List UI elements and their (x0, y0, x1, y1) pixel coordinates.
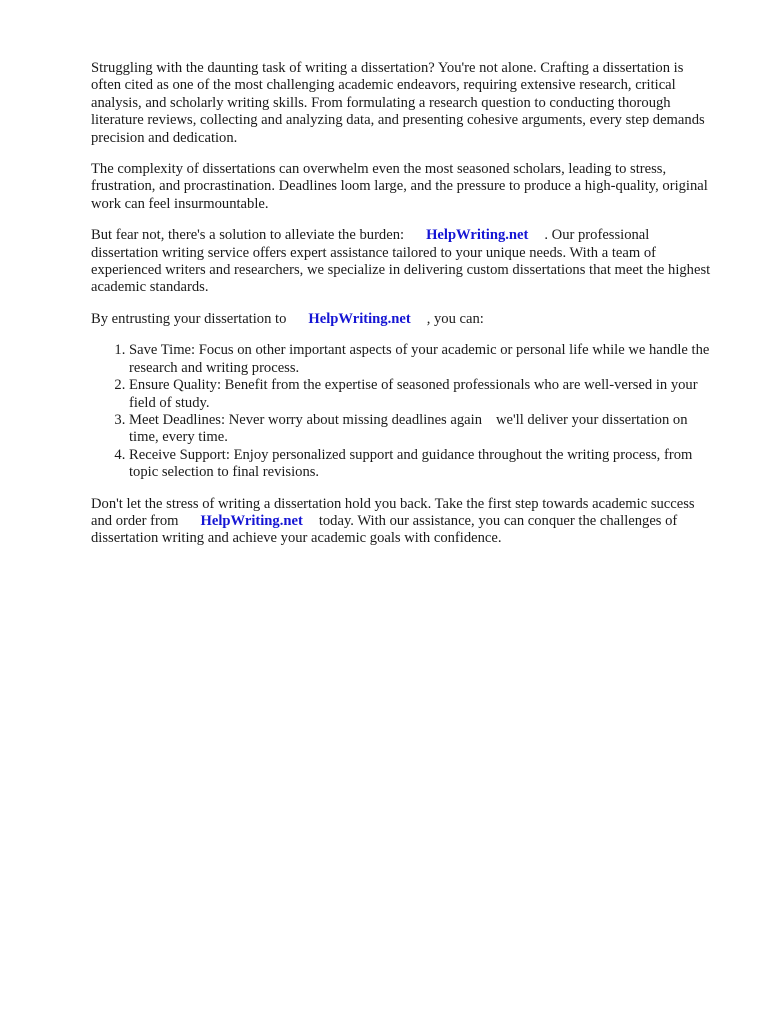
closing-text-before: Don't let the stress of writing a dissertation hold you back. Take the first step towards academic success and order from (91, 495, 695, 529)
helpwriting-link[interactable]: HelpWriting.net (200, 512, 303, 529)
solution-paragraph (91, 227, 711, 297)
complexity-paragraph: The complexity of dissertations can overwhelm even the most seasoned scholars, leading to stress, frustration, and procrastination. Deadlines loom large, and the pressure to produce a high-quality, original work can feel insurmountable. (91, 161, 708, 212)
list-item-receive-support: 4. Receive Support: Enjoy personalized support and guidance throughout the writing process, from topic selection to final revisions. (129, 447, 712, 482)
closing-text-after: today. With our assistance, you can conquer the challenges of dissertation writing and achieve your academic goals with confidence. (91, 512, 678, 547)
meet-deadlines-after: we'll deliver your dissertation on time, every time. (129, 411, 688, 446)
entrusting-text-after: , you can: (426, 310, 484, 327)
intro-paragraph: Struggling with the daunting task of writing a dissertation? You're not alone. Crafting a dissertation is often cited as one of the most challenging academic endeavors, requiring extensive research, critical analysis, and scholarly writing skills. From formulating a research question to conducting thorough literature reviews, collecting and analyzing data, and presenting cohesive arguments, every step demands precision and dedication. (91, 60, 705, 146)
list-item-meet-deadlines (129, 412, 712, 447)
meet-deadlines-before: Meet Deadlines: Never worry about missing deadlines again (129, 411, 482, 428)
list-item-save-time: 1. Save Time: Focus on other important aspects of your academic or personal life while we handle the research and writing process. (129, 342, 712, 377)
solution-text-after: . Our professional dissertation writing service offers expert assistance tailored to your unique needs. With a team of experienced writers and researchers, we specialize in delivering custom dissertations that meet the highest academic standards. (91, 227, 711, 296)
helpwriting-link[interactable]: HelpWriting.net (426, 227, 529, 244)
entrusting-paragraph (91, 311, 711, 328)
solution-text-before: But fear not, there's a solution to alleviate the burden: (91, 227, 405, 244)
closing-paragraph (91, 496, 711, 548)
list-item-ensure-quality: 2. Ensure Quality: Benefit from the expertise of seasoned professionals who are well-versed in your field of study. (129, 377, 712, 412)
benefits-list (91, 342, 712, 481)
entrusting-text-before: By entrusting your dissertation to (91, 310, 287, 327)
helpwriting-link[interactable]: HelpWriting.net (308, 310, 411, 327)
